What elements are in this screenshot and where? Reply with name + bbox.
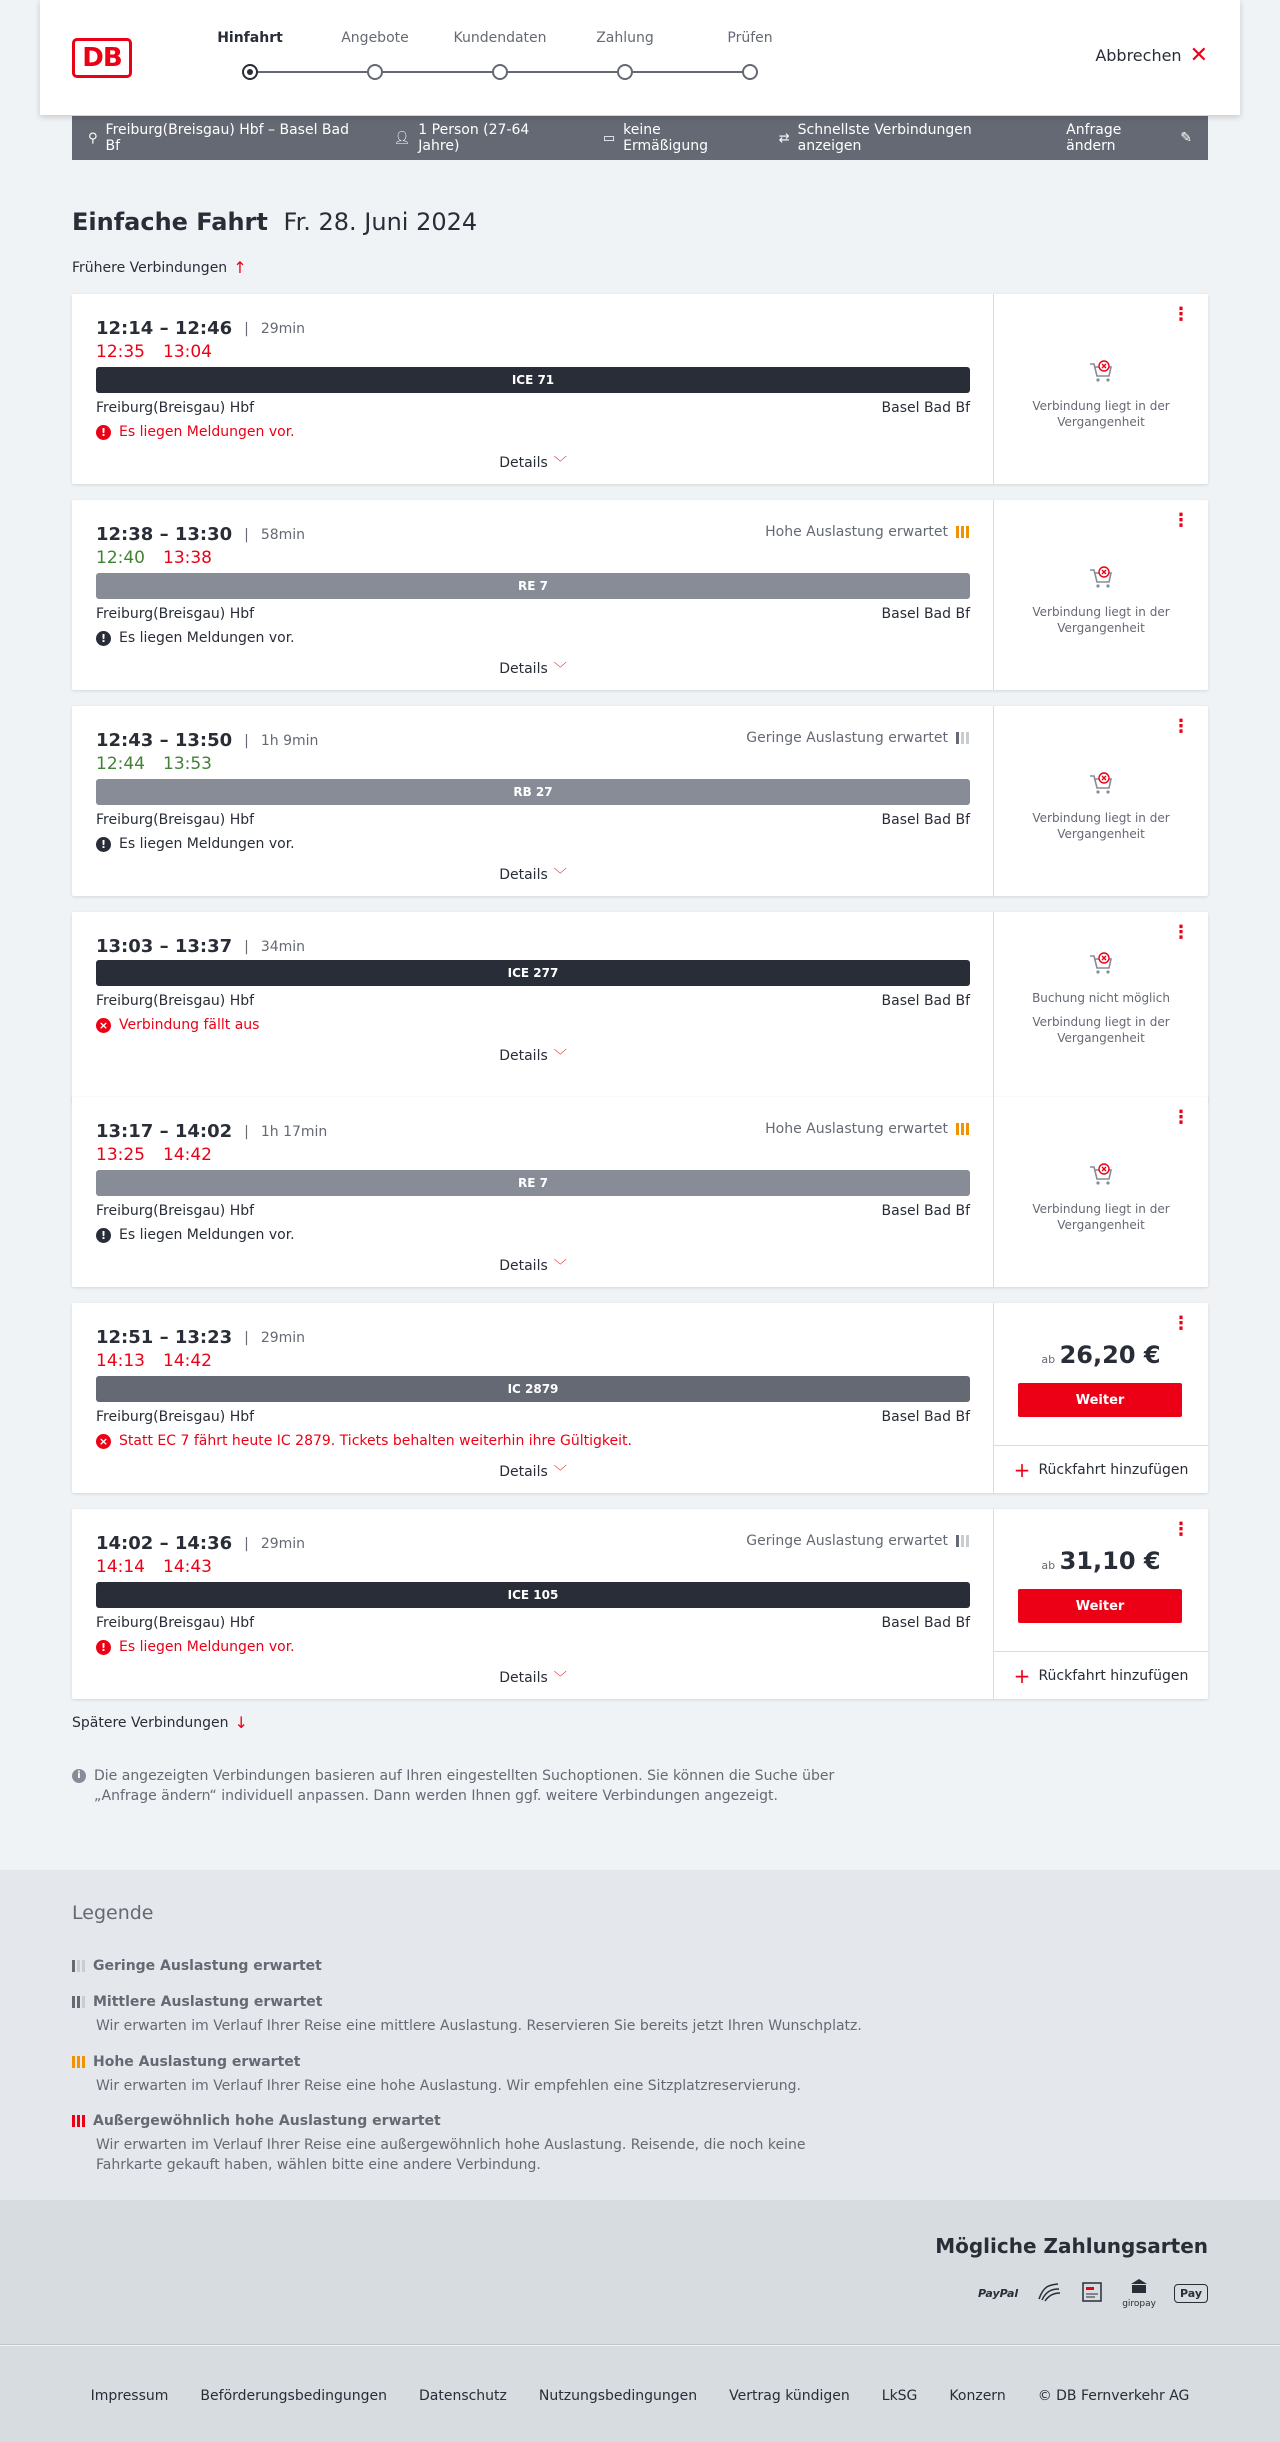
- more-options-icon[interactable]: ⋮: [1172, 1519, 1190, 1540]
- step-label: Angebote: [341, 30, 409, 46]
- train-bar[interactable]: [96, 960, 970, 986]
- stations: [96, 606, 970, 622]
- chevron-down-icon: ﹀: [553, 868, 567, 883]
- past-connection-text: Verbindung liegt in der Vergangenheit: [1032, 1202, 1170, 1232]
- occupancy-icon: [956, 1535, 969, 1547]
- connection-times: [96, 318, 305, 339]
- more-options-icon[interactable]: ⋮: [1172, 304, 1190, 325]
- origin-station: Freiburg(Breisgau) Hbf: [96, 812, 255, 828]
- alert-icon: !: [96, 1228, 111, 1243]
- occupancy-icon: [956, 732, 969, 744]
- more-options-icon[interactable]: ⋮: [1172, 922, 1190, 943]
- more-options-icon[interactable]: ⋮: [1172, 716, 1190, 737]
- realtime-times: [96, 1145, 212, 1165]
- header: [40, 0, 1240, 115]
- realtime-times: [96, 1351, 212, 1371]
- duration: 29min: [260, 1329, 306, 1346]
- connection-times: [96, 730, 318, 751]
- connection-card[interactable]: [72, 500, 1208, 690]
- step-dot: [367, 64, 383, 80]
- chevron-down-icon: ﹀: [553, 456, 567, 471]
- trip-type: Einfache Fahrt: [72, 208, 268, 236]
- details-label: Details: [499, 661, 548, 677]
- occupancy-indicator: [746, 1533, 969, 1549]
- connection-card[interactable]: [72, 1303, 1208, 1493]
- destination-station: Basel Bad Bf: [881, 1615, 970, 1631]
- details-label: Details: [499, 1464, 548, 1480]
- details-toggle[interactable]: [72, 658, 994, 677]
- swap-arrows-icon: ⇄: [778, 130, 790, 146]
- cancel-label: Abbrechen: [1095, 46, 1182, 65]
- realtime-departure: 12:44: [96, 754, 145, 774]
- chevron-down-icon: ﹀: [553, 662, 567, 677]
- connection-info: [72, 1509, 994, 1699]
- pencil-icon: ✎: [1180, 130, 1193, 146]
- connection-card[interactable]: [72, 1509, 1208, 1699]
- separator: |: [244, 938, 249, 955]
- cart-unavailable-icon: [1087, 1161, 1115, 1189]
- train-name: ICE 105: [507, 1588, 559, 1602]
- legend-item-desc: Wir erwarten im Verlauf Ihrer Reise eine mittlere Auslastung. Reservieren Sie bereits jetzt Ihren Wunschplatz.: [96, 2018, 862, 2034]
- cart-unavailable-icon: [1087, 770, 1115, 798]
- db-logo[interactable]: DB: [72, 38, 132, 78]
- realtime-departure: 12:35: [96, 342, 145, 362]
- footer: [0, 2346, 1280, 2442]
- realtime-arrival: 14:42: [163, 1145, 212, 1165]
- offer-panel: [994, 500, 1208, 690]
- offer-panel: [994, 706, 1208, 896]
- train-name: IC 2879: [507, 1382, 559, 1396]
- search-summary-bar: [72, 116, 1208, 160]
- separator: |: [244, 1535, 249, 1552]
- plus-icon: +: [1013, 1457, 1031, 1482]
- connection-message: [96, 424, 295, 440]
- occupancy-icon: [956, 526, 969, 538]
- origin-station: Freiburg(Breisgau) Hbf: [96, 606, 255, 622]
- progress-stepper: [180, 30, 773, 90]
- origin-station: Freiburg(Breisgau) Hbf: [96, 1409, 255, 1425]
- connection-card[interactable]: [72, 1097, 1208, 1287]
- footer-links: [0, 2388, 1280, 2404]
- step-dot: [242, 64, 258, 80]
- discount-text: keine Ermäßigung: [623, 122, 708, 154]
- realtime-departure: 14:13: [96, 1351, 145, 1371]
- destination-station: Basel Bad Bf: [881, 400, 970, 416]
- realtime-arrival: 14:43: [163, 1557, 212, 1577]
- step-angebote: [305, 30, 445, 80]
- past-connection-text: Verbindung liegt in der Vergangenheit: [1032, 811, 1170, 841]
- close-icon: ✕: [1189, 42, 1208, 68]
- edit-request-label: Anfrage ändern: [1066, 122, 1122, 154]
- step-dot: [742, 64, 758, 80]
- realtime-arrival: 13:53: [163, 754, 212, 774]
- search-info-note: [72, 1766, 852, 1806]
- duration: 34min: [260, 938, 306, 955]
- origin-station: Freiburg(Breisgau) Hbf: [96, 1615, 255, 1631]
- option-summary: [779, 122, 1034, 154]
- occupancy-icon: [72, 1960, 85, 1972]
- footer-link[interactable]: LkSG: [881, 2388, 918, 2404]
- connection-message: [96, 1227, 295, 1243]
- later-connections-link[interactable]: [72, 1713, 248, 1732]
- plus-icon: +: [1013, 1663, 1031, 1688]
- trip-date: Fr. 28. Juni 2024: [283, 208, 478, 236]
- stations: [96, 812, 970, 828]
- add-return-trip-button[interactable]: [994, 1651, 1208, 1699]
- legend-item-desc: Wir erwarten im Verlauf Ihrer Reise eine hohe Auslastung. Wir empfehlen eine Sitzplatzreservierung.: [96, 2078, 801, 2094]
- cancel-button[interactable]: [1095, 42, 1208, 68]
- connection-message: [96, 630, 295, 646]
- legend-item-title: Außergewöhnlich hohe Auslastung erwartet: [93, 2113, 441, 2129]
- travelers-summary: [394, 122, 571, 154]
- past-connection-text: Verbindung liegt in der Vergangenheit: [1032, 399, 1170, 429]
- bahncard-icon: ▭: [602, 130, 616, 146]
- arrow-up-icon: ↑: [233, 258, 247, 277]
- location-pin-icon: ⚲: [88, 130, 98, 146]
- legend-item: [72, 1958, 872, 1974]
- past-connection-text: Verbindung liegt in der Vergangenheit: [1032, 1015, 1170, 1045]
- destination-station: Basel Bad Bf: [881, 812, 970, 828]
- stations: [96, 1615, 970, 1631]
- alert-icon: !: [96, 837, 111, 852]
- realtime-times: [96, 548, 212, 568]
- earlier-connections-link[interactable]: [72, 258, 247, 277]
- train-name: RE 7: [518, 579, 548, 593]
- alert-icon: !: [96, 425, 111, 440]
- step-zahlung: [555, 30, 695, 80]
- step-hinfahrt: [180, 30, 320, 80]
- offer-panel: [994, 1509, 1208, 1699]
- cart-unavailable-icon: [1087, 564, 1115, 592]
- chevron-down-icon: ﹀: [553, 1465, 567, 1480]
- cart-unavailable-icon: [1087, 950, 1115, 978]
- details-label: Details: [499, 867, 548, 883]
- occupancy-indicator: [765, 1121, 969, 1137]
- chevron-down-icon: ﹀: [553, 1259, 567, 1274]
- step-pruefen: [680, 30, 820, 80]
- train-name: RB 27: [513, 785, 553, 799]
- duration: 58min: [260, 526, 306, 543]
- arrow-down-icon: ↓: [234, 1713, 248, 1732]
- realtime-departure: 12:40: [96, 548, 145, 568]
- message-text: Statt EC 7 fährt heute IC 2879. Tickets behalten weiterhin ihre Gültigkeit.: [119, 1433, 632, 1449]
- payment-title: Mögliche Zahlungsarten: [935, 2234, 1208, 2258]
- connection-info: [72, 912, 994, 1102]
- details-label: Details: [499, 1048, 548, 1064]
- booking-impossible-text: Buchung nicht möglich: [1032, 991, 1170, 1005]
- connection-times: [96, 936, 305, 957]
- price: [994, 1341, 1208, 1369]
- message-text: Es liegen Meldungen vor.: [119, 1639, 295, 1655]
- earlier-connections-label: Frühere Verbindungen: [72, 259, 228, 276]
- travelers-text: 1 Person (27-64 Jahre): [418, 122, 530, 154]
- connection-times: [96, 524, 305, 545]
- details-toggle[interactable]: [72, 864, 994, 883]
- realtime-arrival: 14:42: [163, 1351, 212, 1371]
- details-label: Details: [499, 1670, 548, 1686]
- route-summary: [88, 122, 362, 154]
- connection-info: [72, 1097, 994, 1287]
- route-text: Freiburg(Breisgau) Hbf – Basel Bad Bf: [105, 122, 349, 154]
- realtime-departure: 14:14: [96, 1557, 145, 1577]
- step-label: Zahlung: [596, 30, 654, 46]
- offer-panel: [994, 294, 1208, 484]
- footer-link[interactable]: Vertrag kündigen: [729, 2388, 850, 2404]
- duration: 29min: [260, 320, 306, 337]
- offer-panel: [994, 1303, 1208, 1493]
- train-name: ICE 277: [507, 966, 559, 980]
- duration: 1h 9min: [260, 732, 319, 749]
- footer-link[interactable]: Nutzungsbedingungen: [538, 2388, 698, 2404]
- step-dot: [617, 64, 633, 80]
- connection-message: [96, 1017, 259, 1033]
- message-text: Es liegen Meldungen vor.: [119, 836, 295, 852]
- planned-time: 12:43 – 13:50: [96, 730, 233, 751]
- legend-item-desc: Wir erwarten im Verlauf Ihrer Reise eine außergewöhnlich hohe Auslastung. Reisende, die noch keine Fahrkarte gekauft haben, wählen bitte eine andere Verbindung.: [96, 2137, 806, 2173]
- connection-card[interactable]: [72, 706, 1208, 896]
- alert-icon: !: [96, 1640, 111, 1655]
- separator: |: [244, 1329, 249, 1346]
- realtime-times: [96, 754, 212, 774]
- stations: [96, 400, 970, 416]
- continue-label: Weiter: [1075, 1598, 1125, 1614]
- connection-message: [96, 836, 295, 852]
- connection-times: [96, 1327, 305, 1348]
- step-kundendaten: [430, 30, 570, 80]
- connection-info: [72, 706, 994, 896]
- continue-label: Weiter: [1075, 1392, 1125, 1408]
- realtime-arrival: 13:38: [163, 548, 212, 568]
- train-name: ICE 71: [511, 373, 555, 387]
- duration: 29min: [260, 1535, 306, 1552]
- train-bar[interactable]: [96, 779, 970, 805]
- past-connection-text: Verbindung liegt in der Vergangenheit: [1032, 605, 1170, 635]
- occupancy-label: Hohe Auslastung erwartet: [765, 524, 948, 540]
- connection-card[interactable]: [72, 294, 1208, 484]
- add-return-label: Rückfahrt hinzufügen: [1038, 1461, 1189, 1478]
- train-bar[interactable]: [96, 1582, 970, 1608]
- connection-info: [72, 294, 994, 484]
- connection-times: [96, 1533, 305, 1554]
- offer-panel: [994, 1097, 1208, 1287]
- offer-panel: [994, 912, 1208, 1102]
- details-toggle[interactable]: [72, 1461, 994, 1480]
- more-options-icon[interactable]: ⋮: [1172, 1107, 1190, 1128]
- separator: |: [244, 526, 249, 543]
- discount-summary: [603, 122, 747, 154]
- message-text: Es liegen Meldungen vor.: [119, 1227, 295, 1243]
- chevron-down-icon: ﹀: [553, 1671, 567, 1686]
- details-toggle[interactable]: [72, 1255, 994, 1274]
- train-bar[interactable]: [96, 1376, 970, 1402]
- legend-section: [0, 1870, 1280, 2200]
- connection-info: [72, 500, 994, 690]
- message-text: Verbindung fällt aus: [119, 1017, 260, 1033]
- planned-time: 12:51 – 13:23: [96, 1327, 233, 1348]
- planned-time: 12:38 – 13:30: [96, 524, 233, 545]
- more-options-icon[interactable]: ⋮: [1172, 510, 1190, 531]
- continue-button[interactable]: [1018, 1383, 1182, 1417]
- details-toggle[interactable]: [72, 1045, 994, 1064]
- price-value: 26,20 €: [1059, 1341, 1161, 1369]
- message-text: Es liegen Meldungen vor.: [119, 424, 295, 440]
- person-icon: 👤︎: [393, 130, 411, 146]
- realtime-departure: 13:25: [96, 1145, 145, 1165]
- legend-item-title: Geringe Auslastung erwartet: [93, 1958, 322, 1974]
- footer-link[interactable]: Beförderungsbedingungen: [200, 2388, 387, 2404]
- details-toggle[interactable]: [72, 452, 994, 471]
- realtime-arrival: 13:04: [163, 342, 212, 362]
- separator: |: [244, 732, 249, 749]
- step-label: Kundendaten: [453, 30, 547, 46]
- occupancy-icon: [72, 2115, 85, 2127]
- separator: |: [244, 320, 249, 337]
- footer-link[interactable]: Datenschutz: [418, 2388, 507, 2404]
- add-return-label: Rückfahrt hinzufügen: [1038, 1667, 1189, 1684]
- chevron-down-icon: ﹀: [553, 1049, 567, 1064]
- option-text: Schnellste Verbindungen anzeigen: [797, 122, 972, 154]
- giropay-icon: [1122, 2278, 1156, 2309]
- occupancy-icon: [72, 2056, 85, 2068]
- later-connections-label: Spätere Verbindungen: [72, 1714, 229, 1731]
- legend-item-title: Mittlere Auslastung erwartet: [93, 1994, 323, 2010]
- stations: [96, 1203, 970, 1219]
- message-text: Es liegen Meldungen vor.: [119, 630, 295, 646]
- step-label: Prüfen: [727, 30, 773, 46]
- price: [994, 1547, 1208, 1575]
- apple-pay-label: Pay: [1179, 2287, 1202, 2300]
- details-toggle[interactable]: [72, 1667, 994, 1686]
- destination-station: Basel Bad Bf: [881, 606, 970, 622]
- origin-station: Freiburg(Breisgau) Hbf: [96, 400, 255, 416]
- train-bar[interactable]: [96, 1170, 970, 1196]
- info-text: Die angezeigten Verbindungen basieren auf Ihren eingestellten Suchoptionen. Sie können die Suche über „Anfrage ändern“ individuell anpassen. Dann werden Ihnen ggf. weitere Verbindungen angezeigt.: [94, 1768, 835, 1804]
- occupancy-label: Geringe Auslastung erwartet: [746, 1533, 948, 1549]
- connection-times: [96, 1121, 327, 1142]
- planned-time: 13:03 – 13:37: [96, 936, 233, 957]
- origin-station: Freiburg(Breisgau) Hbf: [96, 1203, 255, 1219]
- details-label: Details: [499, 455, 548, 471]
- details-label: Details: [499, 1258, 548, 1274]
- alert-icon: !: [96, 631, 111, 646]
- legend-title: Legende: [72, 1902, 154, 1924]
- realtime-times: [96, 342, 212, 362]
- occupancy-icon: [72, 1996, 85, 2008]
- occupancy-label: Geringe Auslastung erwartet: [746, 730, 948, 746]
- error-icon: ×: [96, 1018, 111, 1033]
- legend-item-title: Hohe Auslastung erwartet: [93, 2054, 301, 2070]
- occupancy-indicator: [746, 730, 969, 746]
- destination-station: Basel Bad Bf: [881, 1409, 970, 1425]
- connection-info: [72, 1303, 994, 1493]
- step-label: Hinfahrt: [217, 30, 283, 46]
- legend-item: [72, 2054, 872, 2096]
- legend-item: [72, 1994, 872, 2036]
- stations: [96, 1409, 970, 1425]
- add-return-trip-button[interactable]: [994, 1445, 1208, 1493]
- connection-message: [96, 1639, 295, 1655]
- train-bar[interactable]: [96, 367, 970, 393]
- paypal-logo: PayPal: [978, 2287, 1019, 2300]
- train-bar[interactable]: [96, 573, 970, 599]
- planned-time: 12:14 – 12:46: [96, 318, 233, 339]
- stations: [96, 993, 970, 1009]
- train-name: RE 7: [518, 1176, 548, 1190]
- info-icon: i: [72, 1769, 86, 1783]
- payment-section: [0, 2200, 1280, 2345]
- price-prefix: ab: [1041, 1559, 1056, 1572]
- occupancy-indicator: [765, 524, 969, 540]
- footer-link[interactable]: © DB Fernverkehr AG: [1037, 2388, 1190, 2404]
- price-prefix: ab: [1041, 1353, 1056, 1366]
- connection-card[interactable]: [72, 912, 1208, 1102]
- destination-station: Basel Bad Bf: [881, 1203, 970, 1219]
- step-dot: [492, 64, 508, 80]
- occupancy-label: Hohe Auslastung erwartet: [765, 1121, 948, 1137]
- duration: 1h 17min: [260, 1123, 328, 1140]
- footer-link[interactable]: Impressum: [90, 2388, 169, 2404]
- connection-message: [96, 1433, 632, 1449]
- error-icon: ×: [96, 1434, 111, 1449]
- destination-station: Basel Bad Bf: [881, 993, 970, 1009]
- apple-pay-icon: [1174, 2284, 1208, 2303]
- sepa-icon: [1080, 2280, 1104, 2307]
- occupancy-icon: [956, 1123, 969, 1135]
- separator: |: [244, 1123, 249, 1140]
- edit-request-button[interactable]: [1066, 122, 1192, 154]
- planned-time: 13:17 – 14:02: [96, 1121, 233, 1142]
- legend-item: [72, 2113, 872, 2175]
- cart-unavailable-icon: [1087, 358, 1115, 386]
- footer-link[interactable]: Konzern: [949, 2388, 1006, 2404]
- payment-methods: [978, 2278, 1208, 2309]
- origin-station: Freiburg(Breisgau) Hbf: [96, 993, 255, 1009]
- continue-button[interactable]: [1018, 1589, 1182, 1623]
- more-options-icon[interactable]: ⋮: [1172, 1313, 1190, 1334]
- giropay-label: giropay: [1122, 2299, 1156, 2309]
- price-value: 31,10 €: [1059, 1547, 1161, 1575]
- realtime-times: [96, 1557, 212, 1577]
- page-title: [72, 208, 477, 236]
- credit-card-icon: [1036, 2281, 1062, 2306]
- planned-time: 14:02 – 14:36: [96, 1533, 233, 1554]
